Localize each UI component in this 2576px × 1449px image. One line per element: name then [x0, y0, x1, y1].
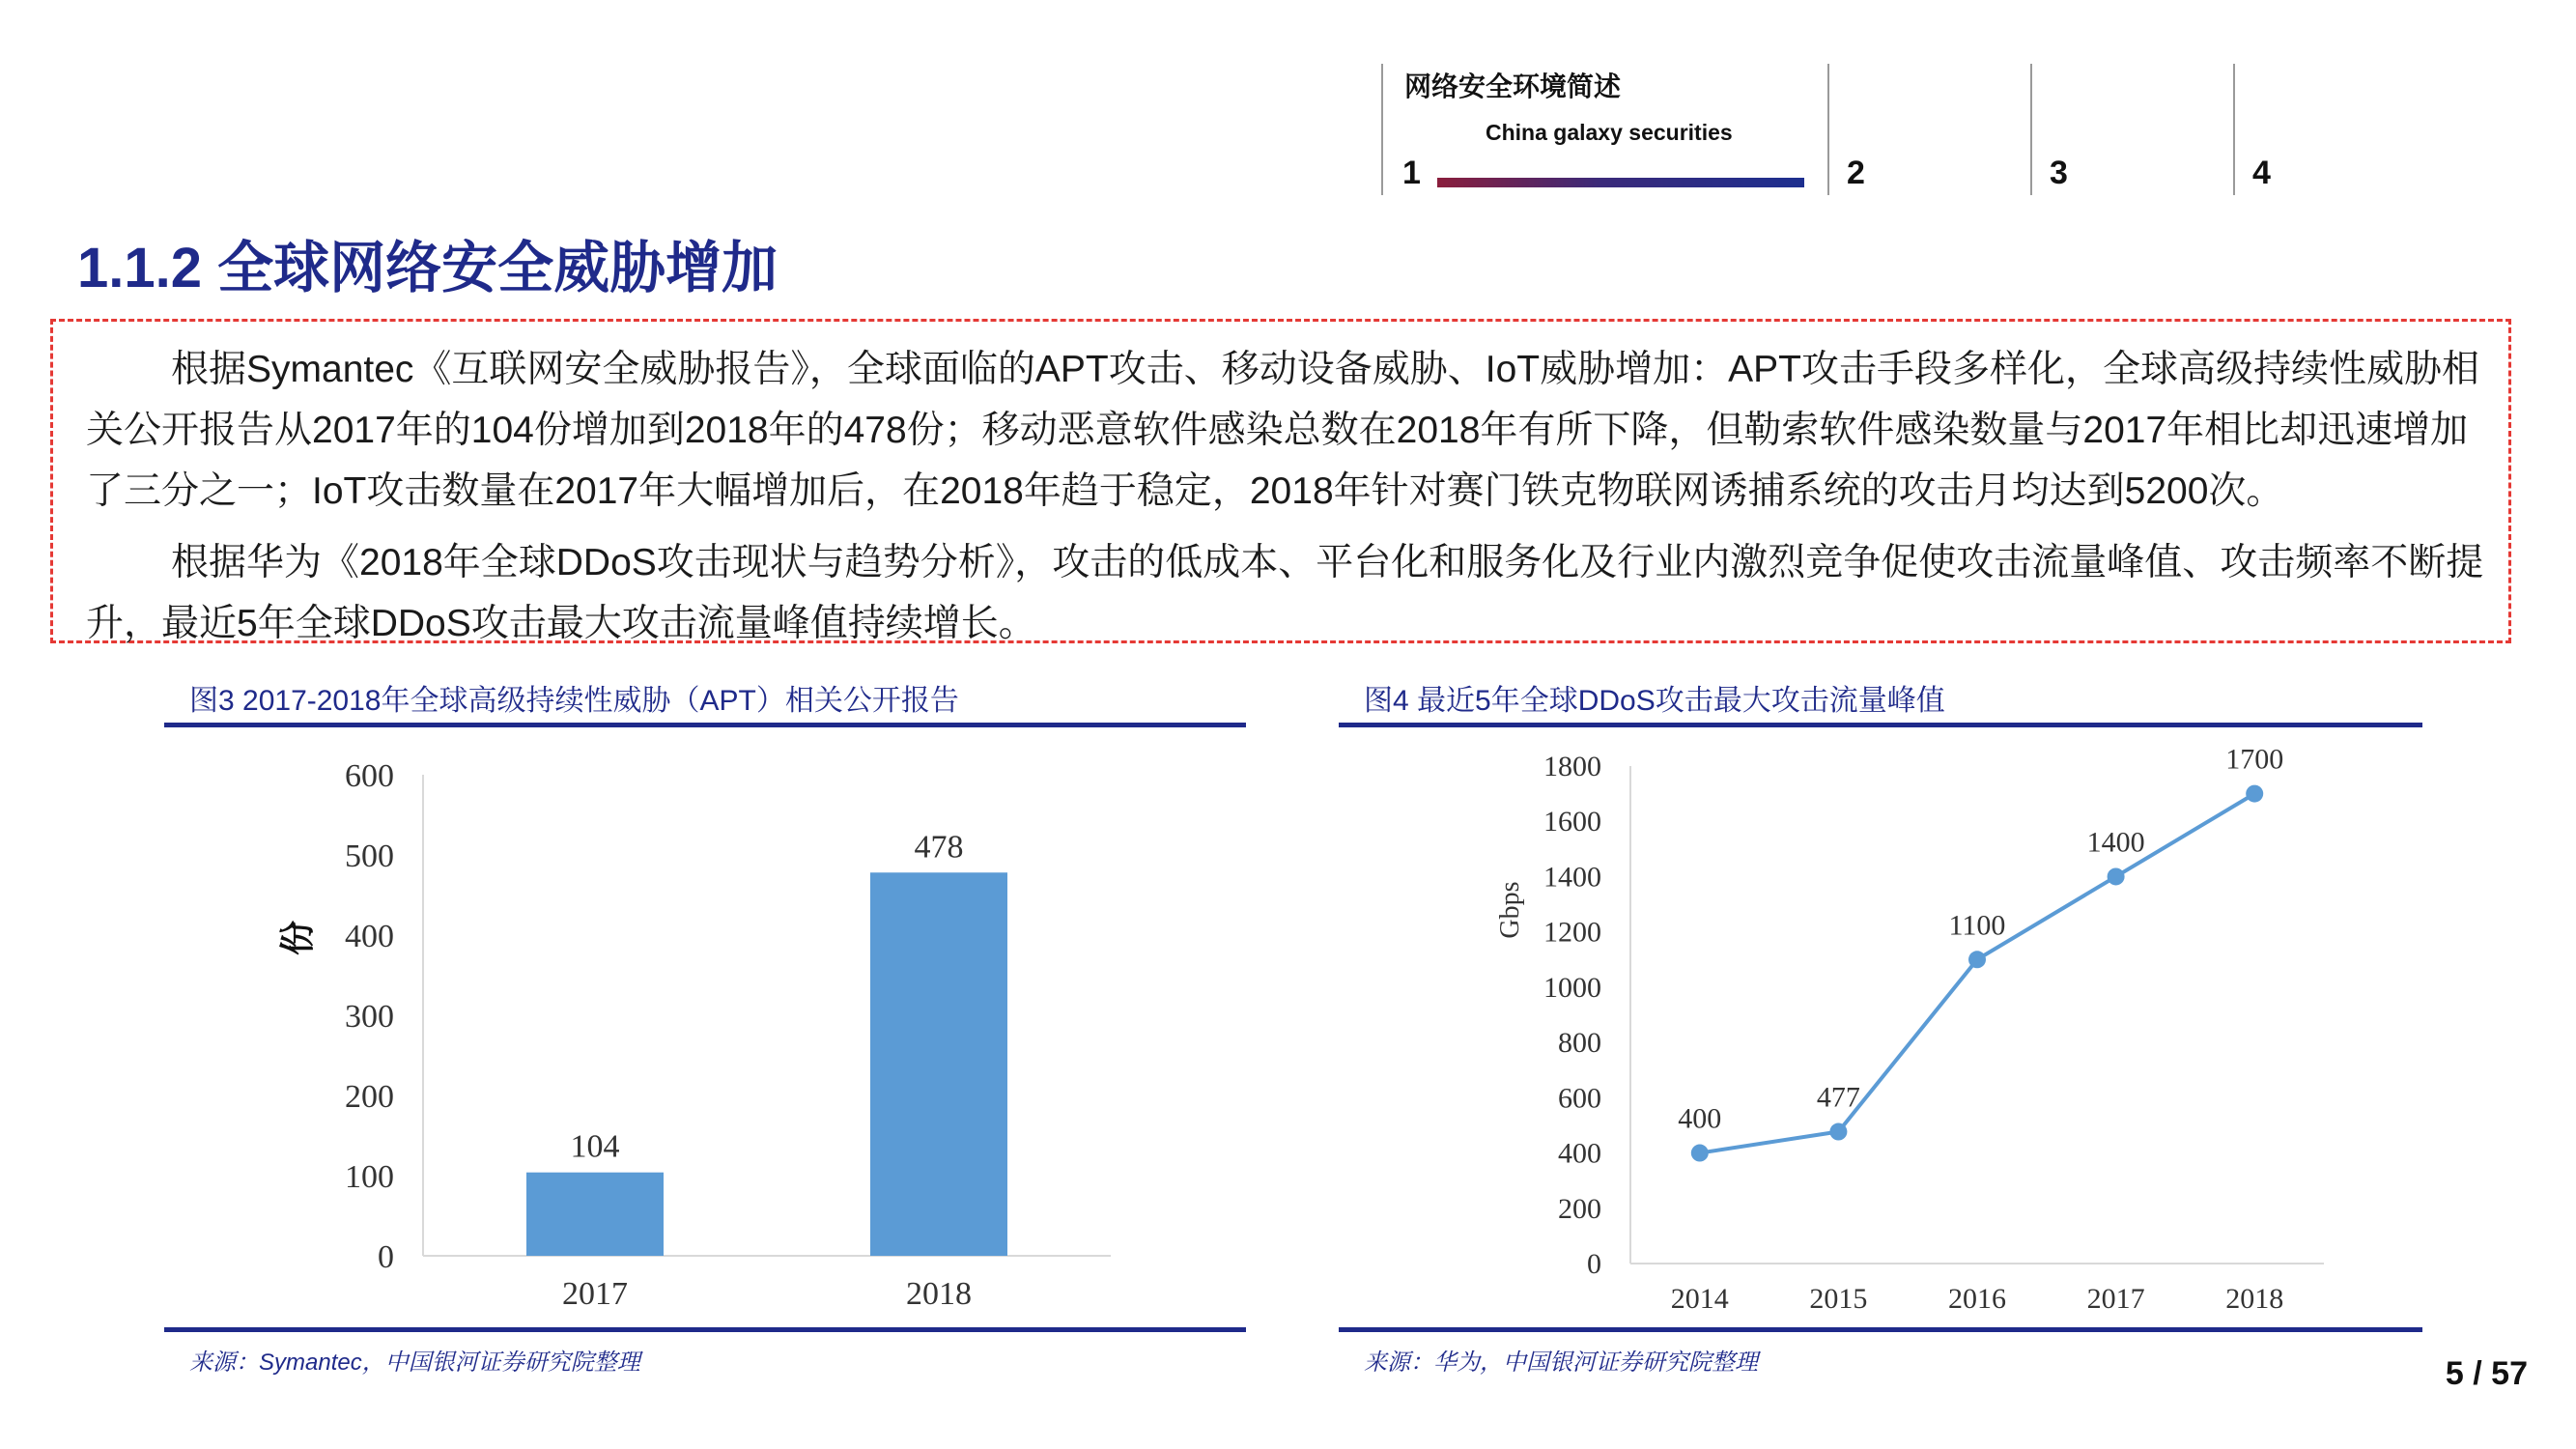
x-tick-label: 2018	[906, 1276, 972, 1312]
bar	[526, 1173, 664, 1256]
summary-box	[50, 319, 2511, 643]
data-label: 1400	[2086, 826, 2145, 859]
data-label: 1100	[1948, 909, 2006, 942]
x-tick-label: 2014	[1670, 1283, 1729, 1315]
y-axis-label: 份	[278, 920, 317, 956]
x-tick-label: 2016	[1948, 1283, 2006, 1315]
x-tick-label: 2018	[2225, 1283, 2284, 1315]
y-tick-label: 1400	[1543, 861, 1601, 894]
data-point	[1968, 951, 1986, 968]
x-tick-label: 2015	[1809, 1283, 1868, 1315]
nav-item-3[interactable]: 3	[2050, 155, 2068, 191]
data-label: 1700	[2225, 743, 2284, 776]
y-tick-label: 400	[345, 919, 394, 954]
summary-paragraph-1: 根据Symantec《互联网安全威胁报告》，全球面临的APT攻击、移动设备威胁、IoT威胁增加：APT攻击手段多样化，全球高级持续性威胁相关公开报告从2017年的104份增加到2018年的478份；移动恶意软件感染总数在2018年有所下降，但勒索软件感染数量与2017年相比却迅速增加了三分之一；IoT攻击数量在2017年大幅增加后，在2018年趋于稳定，2018年针对赛门铁克物联网诱捕系统的攻击月均达到5200次。	[86, 349, 2479, 512]
nav-divider	[2233, 64, 2235, 195]
summary-paragraph-2: 根据华为《2018年全球DDoS攻击现状与趋势分析》，攻击的低成本、平台化和服务化及行业内激烈竞争促使攻击流量峰值、攻击频率不断提升，最近5年全球DDoS攻击最大攻击流量峰值持续增长。	[86, 542, 2484, 644]
nav-item-4[interactable]: 4	[2252, 155, 2271, 191]
nav-item-2[interactable]: 2	[1847, 155, 1865, 191]
nav-divider	[1381, 64, 1383, 195]
page-number: 5 / 57	[2445, 1355, 2528, 1392]
nav-section-subtitle: China galaxy securities	[1486, 120, 1733, 145]
data-point	[1829, 1123, 1847, 1141]
fig3-caption: 图3 2017-2018年全球高级持续性威胁（APT）相关公开报告	[189, 685, 959, 717]
data-point	[2108, 867, 2125, 885]
y-tick-label: 1200	[1543, 916, 1601, 949]
nav-divider	[2030, 64, 2032, 195]
y-tick-label: 1600	[1543, 806, 1601, 838]
y-axis-label: Gbps	[1495, 881, 1525, 939]
section-nav	[1381, 60, 2271, 195]
x-tick-label: 2017	[562, 1276, 628, 1312]
fig3-source: 来源：Symantec，中国银河证券研究院整理	[189, 1350, 640, 1376]
y-tick-label: 800	[1558, 1027, 1601, 1060]
page-title: 1.1.2 全球网络安全威胁增加	[77, 237, 778, 299]
fig4-source: 来源：华为，中国银河证券研究院整理	[1364, 1350, 1758, 1376]
data-label: 104	[570, 1128, 620, 1165]
nav-progress-bar	[1437, 178, 1804, 187]
data-label: 477	[1816, 1081, 1860, 1114]
y-tick-label: 200	[345, 1079, 394, 1115]
data-label: 478	[914, 829, 964, 866]
y-tick-label: 100	[345, 1159, 394, 1195]
fig3-bar-chart	[164, 734, 1246, 1323]
y-tick-label: 1000	[1543, 971, 1601, 1004]
nav-divider	[1827, 64, 1829, 195]
y-tick-label: 0	[1587, 1248, 1601, 1280]
data-label: 400	[1678, 1102, 1722, 1135]
data-point	[2246, 785, 2263, 803]
y-tick-label: 200	[1558, 1192, 1601, 1225]
nav-item-1[interactable]: 1	[1402, 155, 1421, 191]
series-line	[1700, 794, 2254, 1153]
x-tick-label: 2017	[2086, 1283, 2145, 1315]
y-tick-label: 600	[1558, 1082, 1601, 1115]
fig4-line-chart	[1339, 734, 2422, 1323]
y-tick-label: 300	[345, 999, 394, 1035]
fig3-top-rule	[164, 723, 1246, 727]
nav-section-title: 网络安全环境简述	[1404, 71, 1622, 101]
fig4-bottom-rule	[1339, 1327, 2422, 1332]
fig4-caption: 图4 最近5年全球DDoS攻击最大攻击流量峰值	[1364, 685, 1945, 717]
fig4-top-rule	[1339, 723, 2422, 727]
fig3-bottom-rule	[164, 1327, 1246, 1332]
y-tick-label: 0	[378, 1239, 394, 1275]
y-tick-label: 600	[345, 758, 394, 794]
y-tick-label: 1800	[1543, 751, 1601, 782]
bar	[870, 872, 1007, 1256]
y-tick-label: 400	[1558, 1137, 1601, 1170]
y-tick-label: 500	[345, 838, 394, 874]
data-point	[1691, 1145, 1709, 1162]
